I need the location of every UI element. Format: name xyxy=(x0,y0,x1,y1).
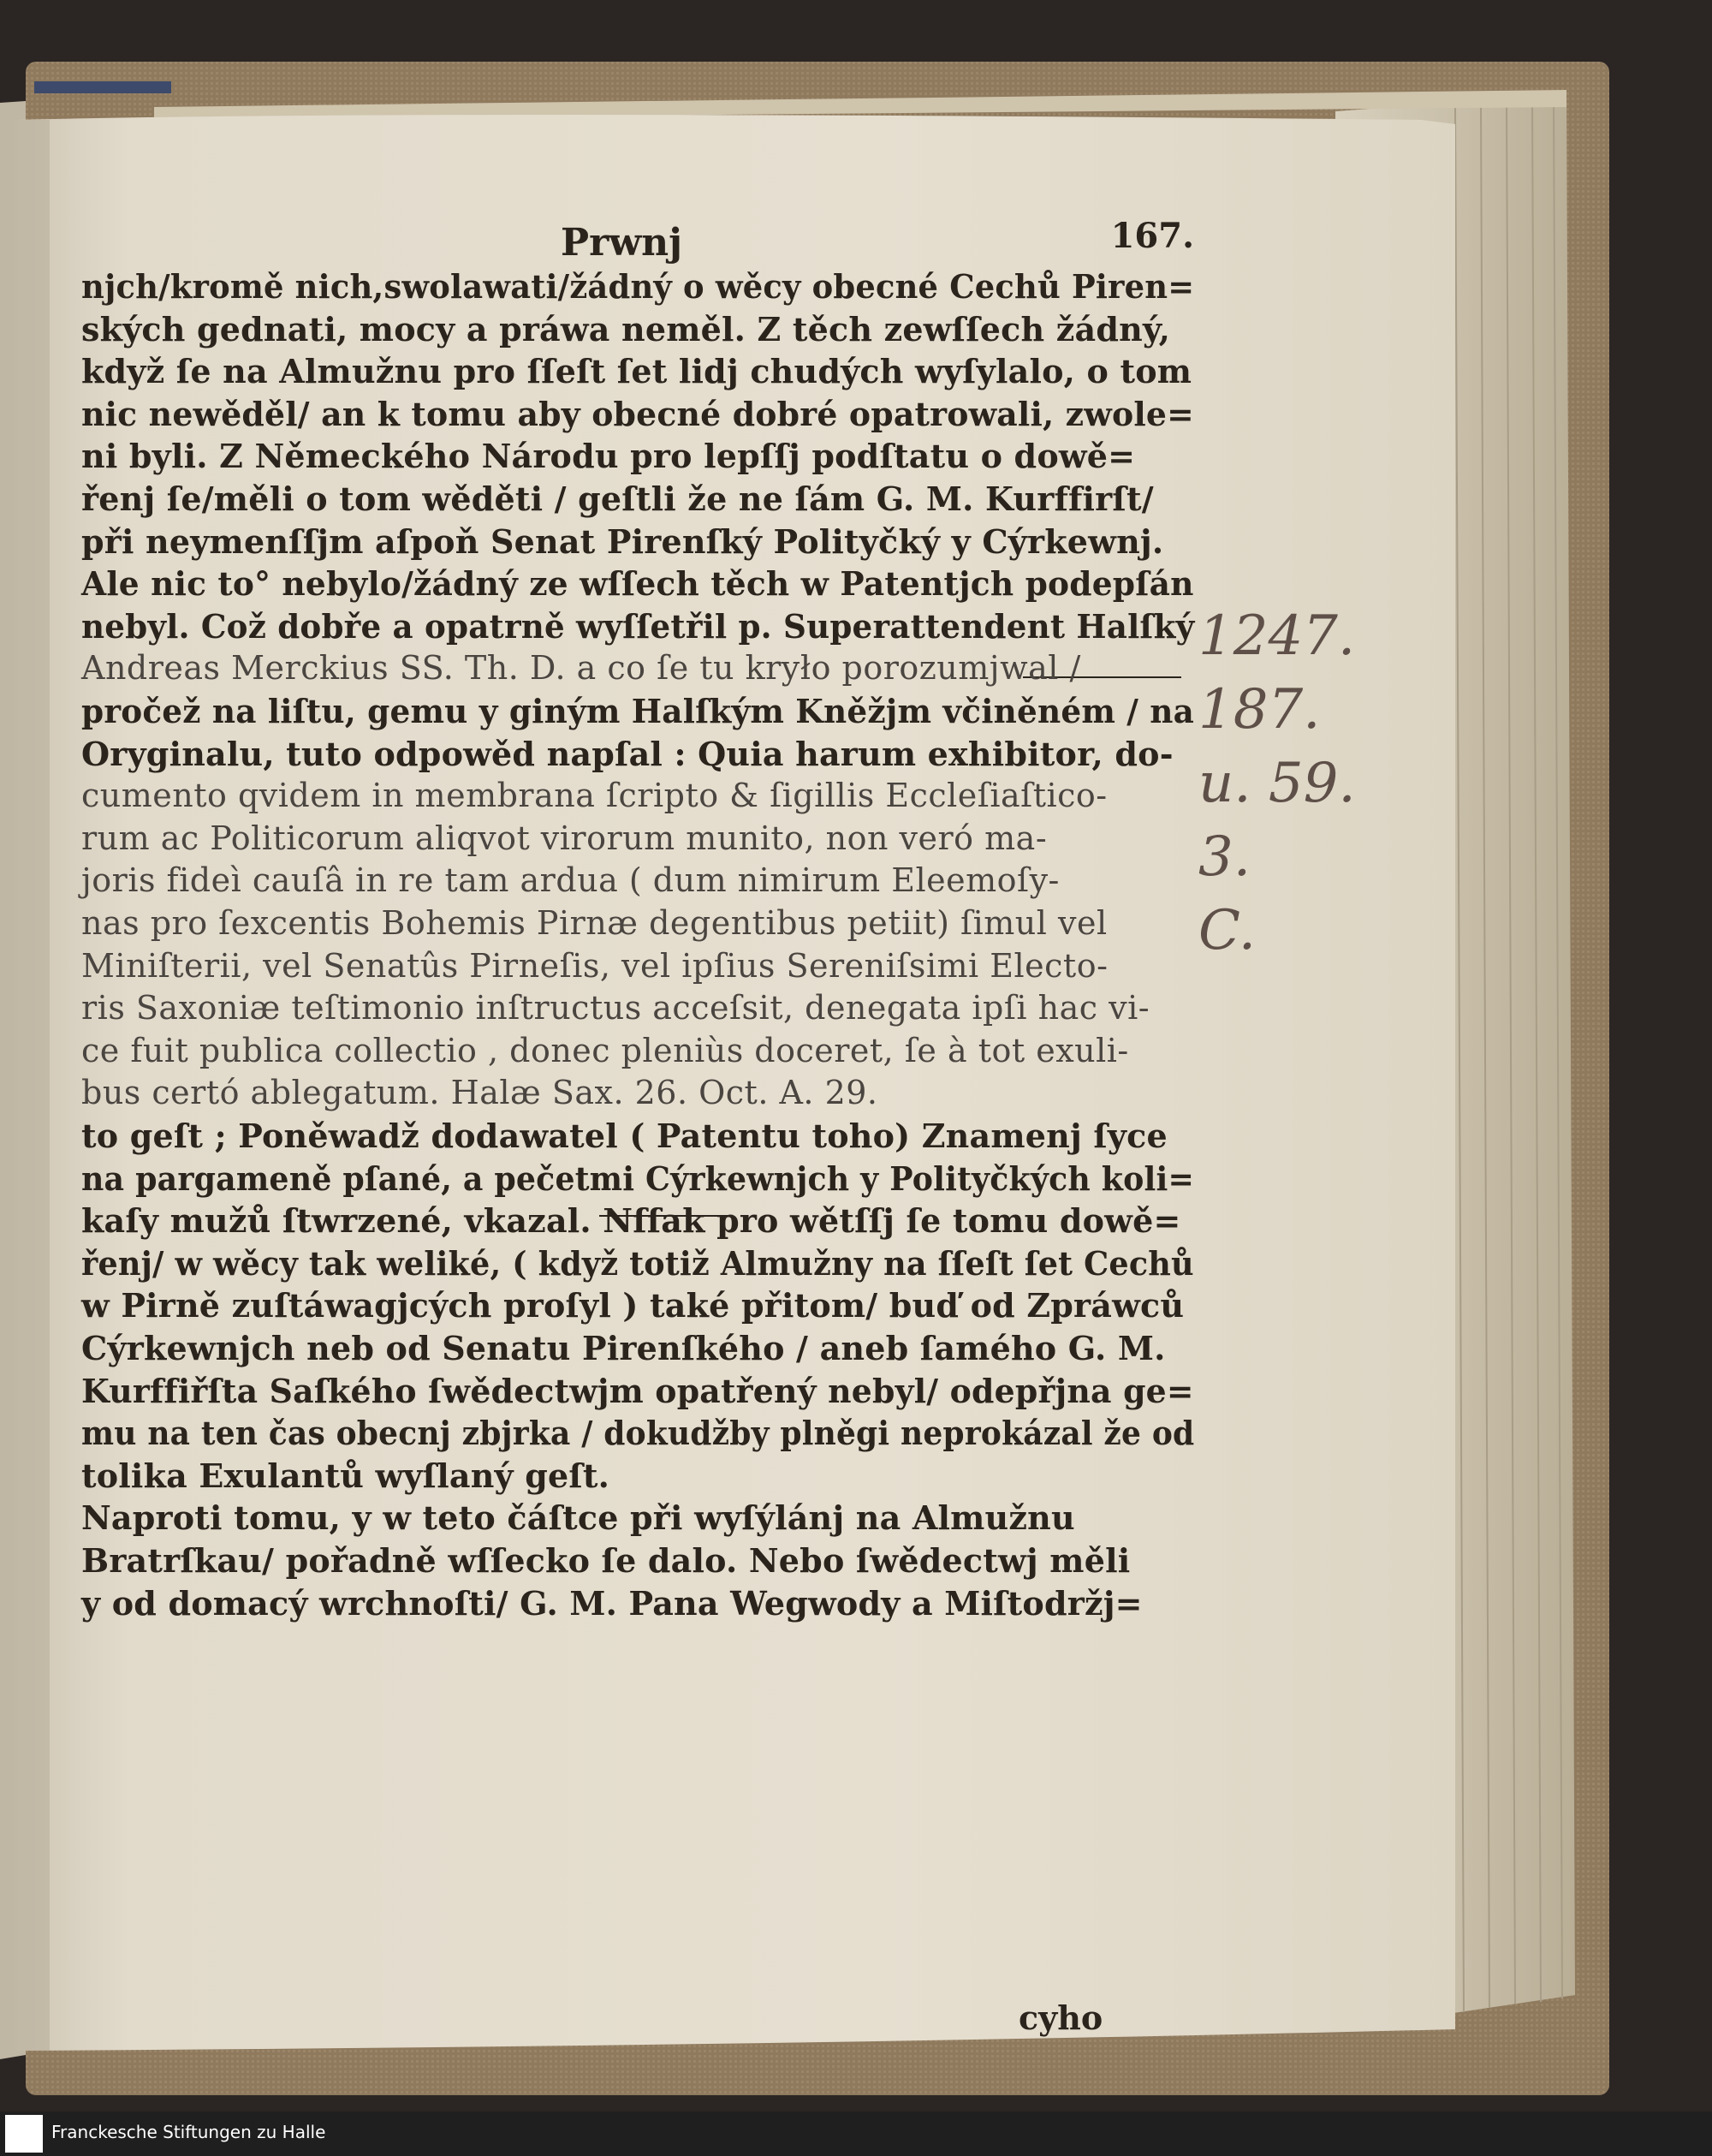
text-line: Ale nic to° nebylo/žádný ze wſſech těch w Patentjch podepſán xyxy=(81,564,1194,604)
text-line: Bratrſkau/ pořadně wſſecko ſe dalo. Nebo ſwědectwj měli xyxy=(81,1541,1131,1580)
text-line: w Pirně zuſtáwagjcých proſyl ) také přitom/ buď od Zpráwců xyxy=(81,1286,1185,1325)
footer-bar xyxy=(0,2111,1712,2156)
text-line: Oryginalu, tuto odpowěd napſal : Quia harum exhibitor, do- xyxy=(81,734,1174,773)
text-line: Miniſterii, vel Senatûs Pirneſis, vel ipſius Sereniſsimi Electo- xyxy=(81,946,1109,985)
text-line: cumento qvidem in membrana ſcripto & ſigillis Eccleſiaſtico- xyxy=(81,777,1108,815)
page-number: 167. xyxy=(1110,216,1194,256)
text-line: řenj/ w wěcy tak weliké, ( když totiž Almužny na ſſeſt ſet Cechů xyxy=(81,1243,1194,1283)
running-head-title: Prwnj xyxy=(561,221,683,265)
footer-institution-label: Franckesche Stiftungen zu Halle xyxy=(51,2122,326,2142)
text-line: když ſe na Almužnu pro ſſeſt ſet lidj chudých wyſylalo, o tom xyxy=(81,352,1192,391)
text-line: Cýrkewnjch neb od Senatu Pirenſkého / aneb ſamého G. M. xyxy=(81,1329,1166,1367)
text-line: joris fideì cauſâ in re tam ardua ( dum nimirum Eleemoſy- xyxy=(81,861,1060,900)
running-head xyxy=(81,214,1194,265)
text-line: y od domacý wrchnoſti/ G. M. Pana Wegwody a Miſtodržj= xyxy=(81,1583,1143,1623)
text-line: na pargameně pſané, a pečetmi Cýrkewnjch y Polityčkých koli= xyxy=(81,1158,1195,1198)
text-line: rum ac Politicorum aliqvot virorum munito, non veró ma- xyxy=(81,819,1048,857)
headband xyxy=(34,81,171,93)
marginal-note: 1247. xyxy=(1198,605,1356,668)
text-line: Naproti tomu, y w teto čáſtce při wyſýlánj na Almužnu xyxy=(81,1498,1075,1538)
text-line: to geſt ; Poněwadž dodawatel ( Patentu toho) Znamenj ſyce xyxy=(81,1117,1168,1155)
handwritten-marginalia xyxy=(1198,599,1370,968)
marginal-note: 3. xyxy=(1198,825,1251,889)
institution-logo-icon xyxy=(5,2115,43,2153)
text-line: Kurffiřſta Saſkého ſwědectwjm opatřený nebyl/ odepřjna ge= xyxy=(81,1371,1194,1410)
text-line: řenj ſe/měli o tom wěděti / geſtli že ne ſám G. M. Kurffirſt/ xyxy=(81,479,1154,518)
text-line: nic newěděl/ an k tomu aby obecné dobré opatrowali, zwole= xyxy=(81,394,1194,433)
text-line: ris Saxoniæ teſtimonio inſtructus acceſsit, denegata ipſi hac vi- xyxy=(81,989,1150,1027)
text-line: bus certó ablegatum. Halæ Sax. 26. Oct. A. 29. xyxy=(81,1074,878,1112)
text-line: nas pro ſexcentis Bohemis Pirnæ degentibus petiit) ſimul vel xyxy=(81,904,1108,942)
marginal-note: u. 59. xyxy=(1198,752,1356,815)
text-line: ce fuit publica collectio , donec pleniùs doceret, ſe à tot exuli- xyxy=(81,1031,1129,1069)
text-line: njch/kromě nich,swolawati/žádný o wěcy obecné Cechů Piren= xyxy=(81,267,1195,306)
text-line: mu na ten čas obecnj zbjrka / dokudžby plněgi neprokázal že od xyxy=(81,1414,1195,1453)
text-line: nebyl. Což dobře a opatrně wyſſetřil p. Superattendent Halſký xyxy=(81,606,1195,646)
text-line: při neymenſſjm aſpoň Senat Pirenſký Polityčký y Cýrkewnj. xyxy=(81,521,1164,561)
marginal-note: 187. xyxy=(1198,678,1321,741)
text-line: ni byli. Z Německého Národu pro lepſſj podſtatu o dowě= xyxy=(81,437,1136,476)
text-line: Andreas Merckius SS. Th. D. a co ſe tu kryło porozumjwal / xyxy=(81,649,1081,688)
catchword: cyho xyxy=(1019,1998,1103,2037)
marginal-note: C. xyxy=(1198,899,1257,962)
text-line: ských gednati, mocy a práwa neměl. Z těch zewſſech žádný, xyxy=(81,309,1171,348)
text-line: tolika Exulantů wyſlaný geſt. xyxy=(81,1456,610,1495)
text-line: pročež na liſtu, gemu y giným Halſkým Kněžjm včiněném / na xyxy=(81,692,1195,730)
text-line: kaſy mužů ſtwrzené, vkazal. Nſſak pro wětſſj ſe tomu dowě= xyxy=(81,1201,1181,1241)
gutter-shadow xyxy=(15,120,50,2051)
